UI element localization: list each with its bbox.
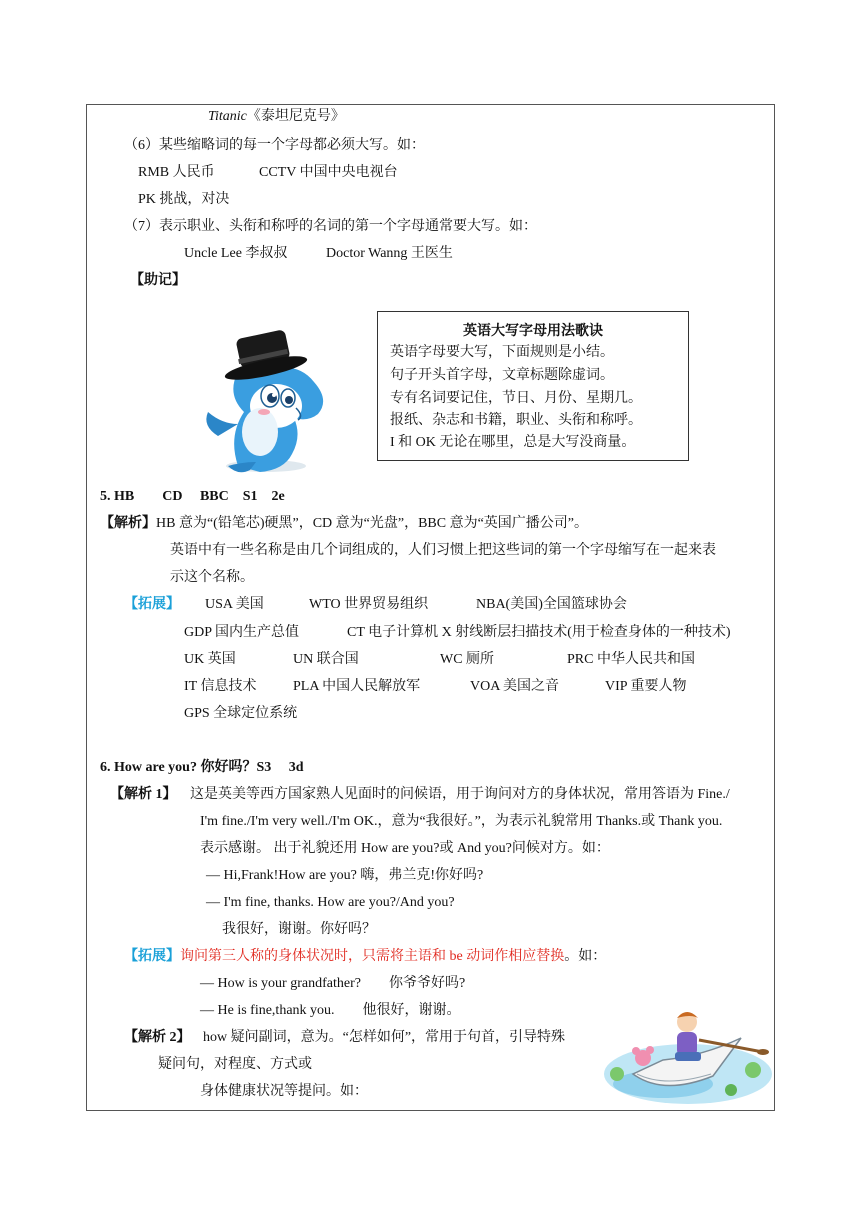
song-title: 英语大写字母用法歌诀 — [463, 324, 603, 339]
abbr-un: UN 联合国 — [293, 652, 359, 667]
uncle-example: Uncle Lee 李叔叔 — [184, 246, 288, 261]
jiexi2-line1: how 疑问副词，意为。“怎样如何”，常用于句首，引导特殊 — [203, 1030, 566, 1045]
example-line: — How is your grandfather? 你爷爷好吗? — [200, 976, 466, 991]
tuozhan-red-text: 询问第三人称的身体状况时，只需将主语和 be 动词作相应替换 — [180, 949, 565, 964]
cctv-example: CCTV 中国中央电视台 — [259, 165, 398, 180]
jiexi1-line3: 表示感谢。 出于礼貌还用 How are you?或 And you?问候对方。如： — [200, 841, 610, 856]
abbr-it: IT 信息技术 — [184, 679, 257, 694]
example-line: — Hi,Frank!How are you? 嗨，弗兰克!你好吗? — [206, 868, 484, 883]
jiexi-label: 【解析】 — [100, 516, 156, 531]
item6-tuozhan — [124, 948, 606, 966]
doctor-example: Doctor Wanng 王医生 — [326, 246, 453, 261]
example-line: — He is fine,thank you. 他很好，谢谢。 — [200, 1003, 461, 1018]
abbr-nba: NBA(美国)全国篮球协会 — [476, 597, 627, 612]
abbr-gps: GPS 全球定位系统 — [184, 706, 298, 721]
jiexi1-line2: I'm fine./I'm very well./I'm OK.，意为“我很好。”，为表示礼貌常用 Thanks.或 Thank you. — [200, 814, 723, 829]
song-line: 英语字母要大写，下面规则是小结。 — [390, 345, 614, 360]
item5-jiexi — [100, 515, 588, 533]
titanic-en: Titanic — [208, 109, 247, 124]
jiexi-text: HB 意为“(铅笔芯)硬黑”，CD 意为“光盘”，BBC 意为“英国广播公司”。 — [156, 516, 589, 531]
abbr-ct: CT 电子计算机 X 射线断层扫描技术(用于检查身体的一种技术) — [347, 625, 731, 640]
abbr-voa: VOA 美国之音 — [470, 679, 560, 694]
abbr-gdp: GDP 国内生产总值 — [184, 625, 299, 640]
mnemonic-song-box — [377, 311, 689, 461]
song-line: 句子开头首字母，文章标题除虚词。 — [390, 368, 614, 383]
abbr-vip: VIP 重要人物 — [605, 679, 687, 694]
rmb-example: RMB 人民币 — [138, 165, 215, 180]
abbr-prc: PRC 中华人民共和国 — [567, 652, 695, 667]
tuozhan-label: 【拓展】 — [124, 949, 180, 964]
jiexi2-line2: 疑问句，对程度、方式或 — [158, 1057, 312, 1072]
item5-para1: 英语中有一些名称是由几个词组成的，人们习惯上把这些词的第一个字母缩写在一起来表 — [170, 543, 716, 558]
pk-example: PK 挑战，对决 — [138, 192, 230, 207]
dolphin-icon — [198, 316, 338, 478]
item5-heading: 5. HB CD BBC S1 2e — [100, 489, 285, 504]
jiexi2-line3: 身体健康状况等提问。如： — [200, 1084, 368, 1099]
jiexi2-label: 【解析 2】 — [124, 1030, 191, 1045]
song-line: 报纸、杂志和书籍，职业、头衔和称呼。 — [390, 413, 642, 428]
jiexi1-line1: 这是英美等西方国家熟人见面时的问候语，用于询问对方的身体状况，常用答语为 Fine./ — [190, 787, 730, 802]
abbr-pla: PLA 中国人民解放军 — [293, 679, 421, 694]
tuozhan-tail: 。如： — [564, 949, 607, 964]
rule6: （6）某些缩略词的每一个字母都必须大写。如： — [124, 138, 425, 153]
item6-heading: 6. How are you? 你好吗？S3 3d — [100, 760, 304, 775]
titanic-line — [208, 108, 345, 126]
abbr-wto: WTO 世界贸易组织 — [309, 597, 429, 612]
jiexi1-label: 【解析 1】 — [110, 787, 177, 802]
boat-icon — [603, 1004, 773, 1104]
example-line: 我很好，谢谢。你好吗？ — [222, 922, 376, 937]
abbr-wc: WC 厕所 — [440, 652, 495, 667]
song-line: 专有名词要记住，节日、月份、星期几。 — [390, 391, 642, 406]
memo-label: 【助记】 — [130, 273, 186, 288]
rule7: （7）表示职业、头衔和称呼的名词的第一个字母通常要大写。如： — [124, 219, 537, 234]
abbr-usa: USA 美国 — [205, 597, 264, 612]
example-line: — I'm fine, thanks. How are you?/And you? — [206, 895, 455, 910]
abbr-uk: UK 英国 — [184, 652, 236, 667]
item5-para2: 示这个名称。 — [170, 570, 254, 585]
song-line: I 和 OK 无论在哪里，总是大写没商量。 — [390, 435, 636, 450]
tuozhan-label: 【拓展】 — [124, 597, 180, 612]
titanic-cn: 《泰坦尼克号》 — [246, 109, 345, 124]
